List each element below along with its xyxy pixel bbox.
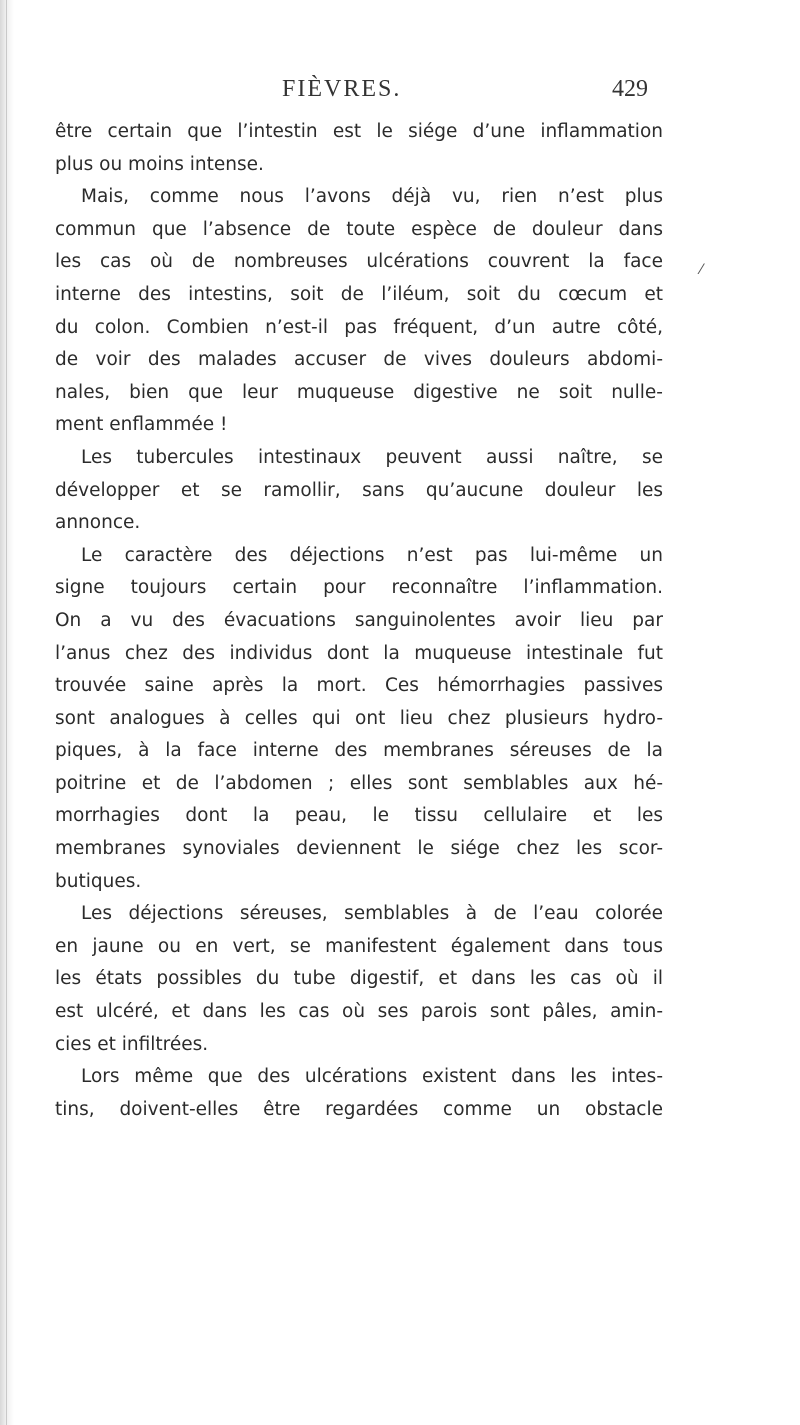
text-line: de voir des malades accuser de vives douleurs abdomi- [55,349,663,371]
text-line: Les tubercules intestinaux peuvent aussi naître, se [81,446,663,468]
text-line: piques, à la face interne des membranes séreuses de la [55,740,663,762]
text-line: Mais, comme nous l’avons déjà vu, rien n’est plus [81,186,663,208]
text-line: interne des intestins, soit de l’iléum, soit du cœcum et [55,283,663,305]
text-line: les états possibles du tube digestif, et dans les cas où il [55,968,663,990]
text-line: plus ou moins intense. [55,153,264,175]
text-line: butiques. [55,870,142,892]
text-line: tins, doivent-elles être regardées comme un obstacle [55,1098,663,1120]
text-line: développer et se ramollir, sans qu’aucune douleur les [55,479,663,501]
page-binding-line [6,0,7,1425]
text-line: cies et infiltrées. [55,1033,209,1055]
text-line: poitrine et de l’abdomen ; elles sont semblables aux hé- [55,772,663,794]
text-line: Les déjections séreuses, semblables à de l’eau colorée [81,903,663,925]
text-line: morrhagies dont la peau, le tissu cellulaire et les [55,805,663,827]
text-line: membranes synoviales deviennent le siége chez les scor- [55,838,663,860]
text-line: trouvée saine après la mort. Ces hémorrhagies passives [55,675,663,697]
text-line: Lors même que des ulcérations existent dans les intes- [81,1066,663,1088]
page-number: 429 [612,76,648,102]
text-line: en jaune ou en vert, se manifestent également dans tous [55,935,663,957]
text-line: commun que l’absence de toute espèce de douleur dans [55,218,663,240]
text-line: ment enflammée ! [55,414,228,436]
text-line: est ulcéré, et dans les cas où ses parois sont pâles, amin- [55,1001,663,1023]
text-line: signe toujours certain pour reconnaître l’inflammation. [55,577,663,599]
text-line: être certain que l’intestin est le siége d’une inflammation [55,121,663,142]
text-line: les cas où de nombreuses ulcérations couvrent la face [55,251,663,273]
running-header [0,76,800,106]
text-line: Le caractère des déjections n’est pas lui-même un [81,544,663,566]
text-line: l’anus chez des individus dont la muqueuse intestinale fut [55,642,663,664]
text-line: du colon. Combien n’est-il pas fréquent, d’un autre côté, [55,316,663,338]
text-line: sont analogues à celles qui ont lieu chez plusieurs hydro- [55,707,663,729]
text-line: annonce. [55,512,141,534]
text-line: On a vu des évacuations sanguinolentes avoir lieu par [55,609,663,631]
page-spine-shadow [0,0,14,1425]
body-text [55,116,663,1126]
margin-mark: ⁄ [700,262,703,278]
running-title: FIÈVRES. [282,76,402,102]
text-line: nales, bien que leur muqueuse digestive ne soit nulle- [55,381,663,403]
